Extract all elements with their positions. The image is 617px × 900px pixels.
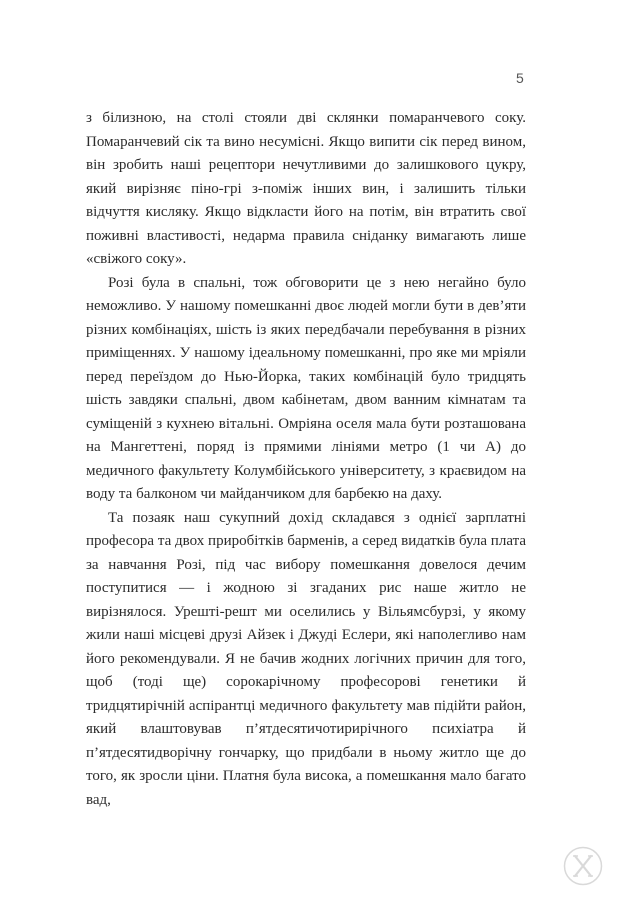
paragraph-2: Розі була в спальні, тож обговорити це з нею негайно було неможливо. У нашому помешканні двоє людей могли бути в дев’яти різних комбінаціях, шість із яких передбачали перебування в різних приміщеннях. У нашому ідеальному помешканні, про яке ми мріяли перед переїздом до Нью-Йорка, таких комбінацій було тридцять шість завдяки спальні, двом кабінетам, двом ванним кімнатам та суміщеній з кухнею вітальні. Омріяна оселя мала бути розташована на Мангеттені, поряд із прямими лініями метро (1 чи A) до медичного факультету Колумбійського університету, з краєвидом на воду та балконом чи майданчиком для барбекю на даху. xyxy=(86,274,526,502)
page-number: 5 xyxy=(516,70,524,86)
publisher-logo-watermark xyxy=(563,846,603,886)
paragraph-1: з білизною, на столі стояли дві склянки помаранчевого соку. Помаранчевий сік та вино несумісні. Якщо випити сік перед вином, він зробить наші рецептори нечутливими до залишкового цукру, який вирізняє піно-грі з-поміж інших вин, і залишить тільки відчуття кисляку. Якщо відкласти його на потім, він втратить свої поживні властивості, недарма правила сніданку вимагають лише «свіжого соку». xyxy=(86,110,526,267)
paragraph-3: Та позаяк наш сукупний дохід складався з однієї зарплатні професора та двох приробітків барменів, а серед видатків була плата за навчання Розі, під час вибору помешкання довелося дечим поступитися — і жодною зі згаданих рис наше житло не вирізнялося. Урешті-решт ми оселились у Вільямсбурзі, у якому жили наші місцеві друзі Айзек і Джуді Еслери, які наполегливо нам його рекомендували. Я не бачив жодних логічних причин для того, щоб (тоді ще) сорокарічному професорові генетики й тридцятирічній аспірантці медичного факультету мав підійти район, який влаштовував п’ятдесятичотирирічного психіатра й п’ятдесятидворічну гончарку, що придбали в ньому житло ще до того, як зросли ціни. Платня була висока, а помешкання мало багато вад, xyxy=(86,509,526,808)
body-text xyxy=(86,107,526,812)
